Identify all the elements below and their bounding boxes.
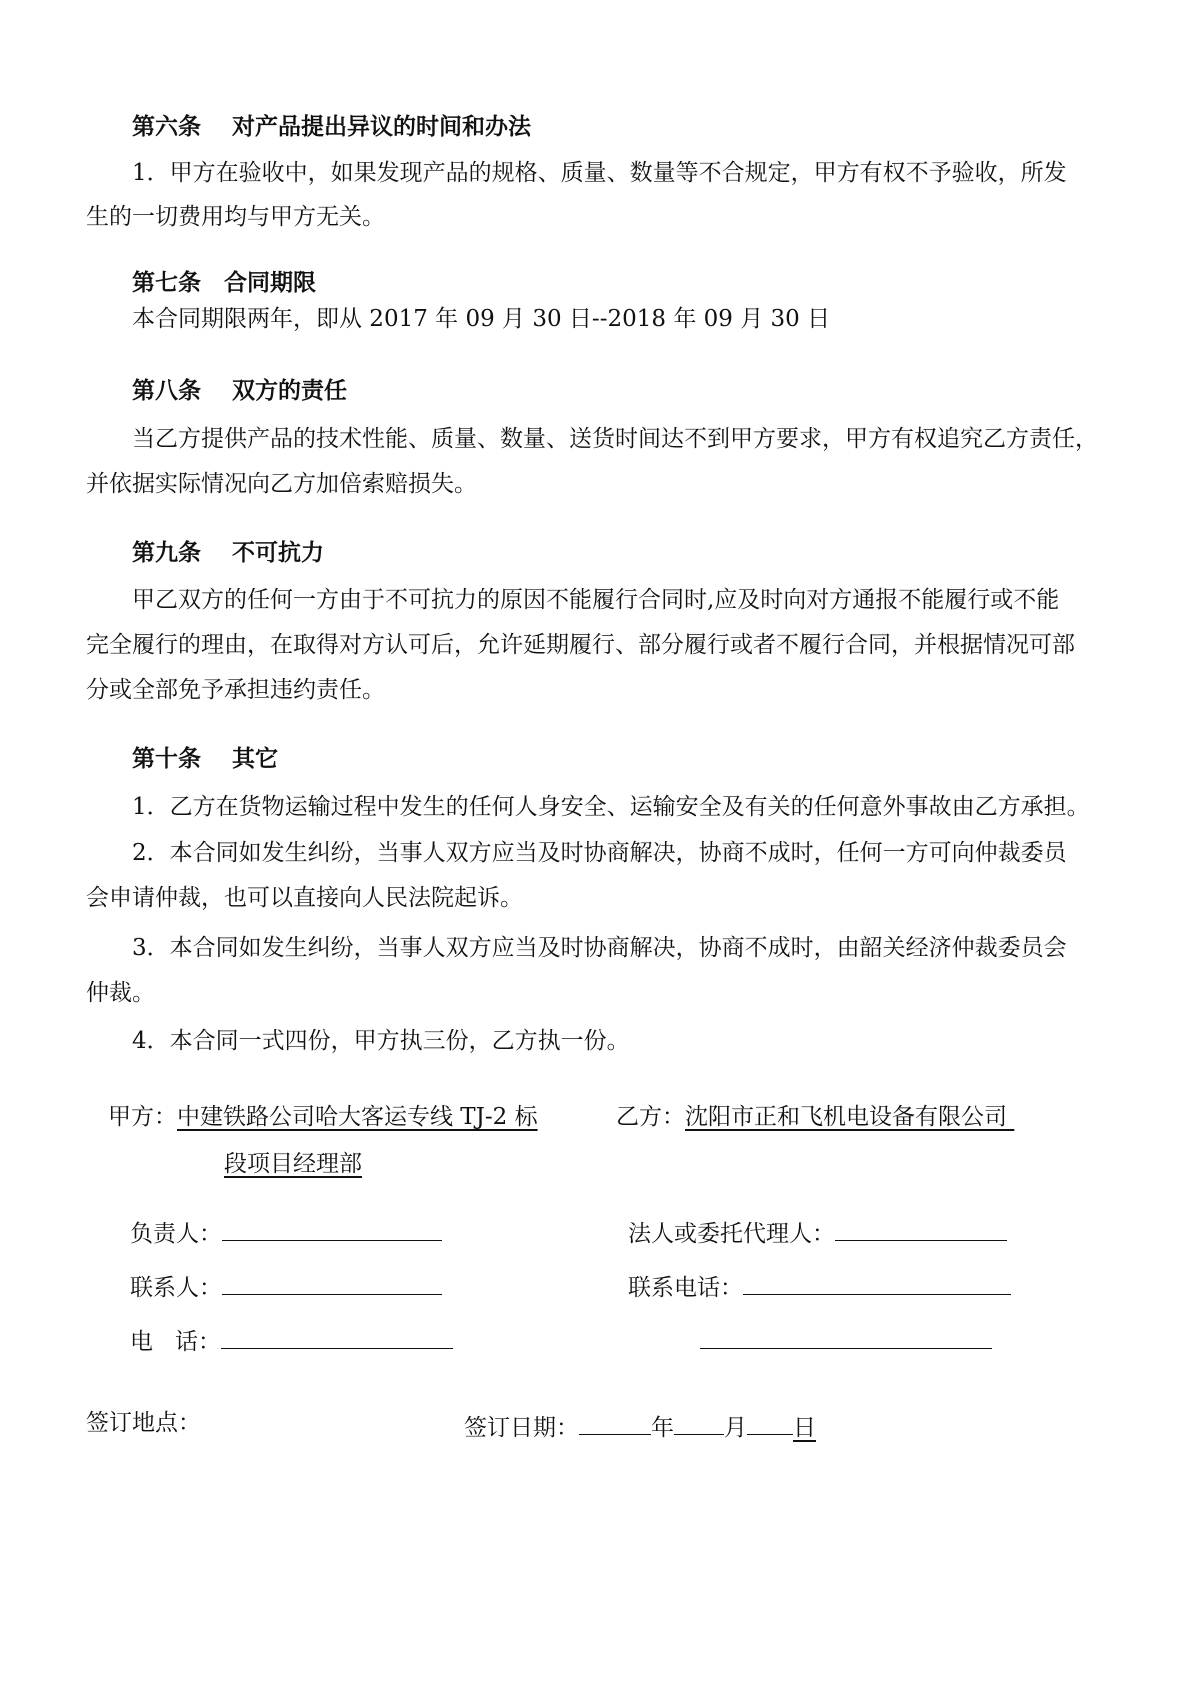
article-8-heading [132, 374, 1162, 408]
responsible-blank[interactable] [222, 1212, 442, 1241]
article-number: 第八条 [132, 377, 201, 404]
article-10-item-3: 仲裁。 [86, 980, 155, 1006]
signing-place [86, 1406, 201, 1440]
responsible-label: 负责人： [130, 1221, 222, 1247]
responsible-person-field [130, 1212, 442, 1251]
underline-pad [1007, 1100, 1019, 1134]
party-a-name-cont: 段项目经理部 [224, 1151, 362, 1177]
signing-date-label: 签订日期： [464, 1415, 579, 1441]
month-label: 月 [724, 1415, 747, 1441]
signing-date [464, 1406, 816, 1445]
article-10-heading [132, 742, 1162, 776]
article-title: 合同期限 [224, 269, 316, 296]
article-8-text: 并依据实际情况向乙方加倍索赔损失。 [86, 471, 477, 497]
party-b-phone-blank[interactable] [700, 1320, 992, 1349]
phone-field [130, 1320, 453, 1359]
article-7-heading [132, 266, 1162, 300]
party-a-label: 甲方： [108, 1104, 177, 1130]
party-b-name: 沈阳市正和飞机电设备有限公司 [685, 1104, 1007, 1130]
article-7-text: 本合同期限两年，即从 2017 年 09 月 30 日--2018 年 09 月 30 日 [132, 306, 831, 332]
article-title: 双方的责任 [232, 377, 347, 404]
signing-place-label: 签订地点： [86, 1410, 201, 1436]
article-8-text: 当乙方提供产品的技术性能、质量、数量、送货时间达不到甲方要求，甲方有权追究乙方责任， [132, 426, 1098, 452]
party-b-phone-field [700, 1320, 992, 1359]
article-10-item-1: 1．乙方在货物运输过程中发生的任何人身安全、运输安全及有关的任何意外事故由乙方承担。 [132, 794, 1090, 820]
article-10-item-2: 会申请仲裁，也可以直接向人民法院起诉。 [86, 885, 523, 911]
phone-blank[interactable] [221, 1320, 453, 1349]
contact-blank[interactable] [222, 1266, 442, 1295]
contact-phone-field [628, 1266, 1011, 1305]
article-9-text: 完全履行的理由，在取得对方认可后，允许延期履行、部分履行或者不履行合同，并根据情况可部 [86, 632, 1075, 658]
legal-rep-label: 法人或委托代理人： [628, 1221, 835, 1247]
article-number: 第九条 [132, 539, 201, 566]
party-a [108, 1100, 538, 1134]
article-9-text: 甲乙双方的任何一方由于不可抗力的原因不能履行合同时,应及时向对方通报不能履行或不能 [132, 587, 1060, 613]
article-10-item-3: 3．本合同如发生纠纷，当事人双方应当及时协商解决，协商不成时，由韶关经济仲裁委员会 [132, 935, 1067, 961]
contact-phone-blank[interactable] [743, 1266, 1011, 1295]
contact-phone-label: 联系电话： [628, 1275, 743, 1301]
article-number: 第六条 [132, 113, 201, 140]
article-10-item-4: 4．本合同一式四份，甲方执三份，乙方执一份。 [132, 1028, 630, 1054]
phone-label: 话： [175, 1329, 221, 1355]
legal-rep-field [628, 1212, 1007, 1251]
article-number: 第十条 [132, 745, 201, 772]
article-6-heading [132, 110, 1162, 144]
article-title: 对产品提出异议的时间和办法 [232, 113, 531, 140]
article-9-text: 分或全部免予承担违约责任。 [86, 677, 385, 703]
day-blank[interactable] [747, 1406, 793, 1435]
party-b [616, 1100, 1019, 1134]
party-a-name: 中建铁路公司哈大客运专线 TJ-2 标 [177, 1104, 538, 1130]
article-6-text: 生的一切费用均与甲方无关。 [86, 204, 385, 230]
contact-person-field [130, 1266, 442, 1305]
article-6-text: 1．甲方在验收中，如果发现产品的规格、质量、数量等不合规定，甲方有权不予验收，所发 [132, 160, 1067, 186]
contact-label: 联系人： [130, 1275, 222, 1301]
phone-label: 电 [130, 1329, 153, 1355]
day-label: 日 [793, 1415, 816, 1441]
year-blank[interactable] [579, 1406, 651, 1435]
year-label: 年 [651, 1415, 674, 1441]
party-b-label: 乙方： [616, 1104, 685, 1130]
article-title: 不可抗力 [232, 539, 324, 566]
article-number: 第七条 [132, 269, 201, 296]
article-10-item-2: 2．本合同如发生纠纷，当事人双方应当及时协商解决，协商不成时，任何一方可向仲裁委员 [132, 840, 1067, 866]
month-blank[interactable] [674, 1406, 724, 1435]
article-9-heading [132, 536, 1162, 570]
legal-rep-blank[interactable] [835, 1212, 1007, 1241]
article-title: 其它 [232, 745, 278, 772]
